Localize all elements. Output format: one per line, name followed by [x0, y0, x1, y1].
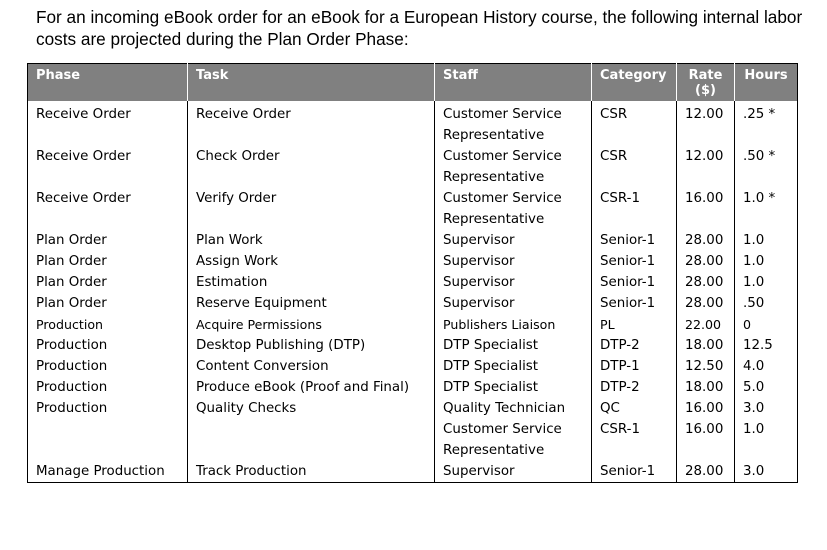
header-rate [677, 64, 735, 101]
cell-phase: Receive Order [28, 101, 188, 146]
table-row [28, 461, 798, 483]
cell-category: DTP-2 [592, 335, 677, 356]
cell-hours: 1.0 [735, 230, 798, 251]
cell-hours: 1.0 [735, 251, 798, 272]
header-task: Task [188, 64, 435, 101]
cell-task [188, 419, 435, 461]
cell-rate: 16.00 [677, 398, 735, 419]
cell-staff: Supervisor [435, 230, 592, 251]
cell-category: Senior-1 [592, 230, 677, 251]
cell-hours: 0 [735, 314, 798, 335]
cell-phase: Plan Order [28, 272, 188, 293]
cell-rate: 22.00 [677, 314, 735, 335]
cell-hours: 12.5 [735, 335, 798, 356]
cell-task: Track Production [188, 461, 435, 483]
staff-line2: Representative [443, 211, 545, 227]
table-row [28, 230, 798, 251]
cell-rate: 16.00 [677, 419, 735, 461]
cell-rate: 12.00 [677, 146, 735, 188]
cell-staff: Publishers Liaison [435, 314, 592, 335]
table-row [28, 101, 798, 146]
cell-rate: 18.00 [677, 377, 735, 398]
cell-rate: 18.00 [677, 335, 735, 356]
cell-phase: Plan Order [28, 293, 188, 314]
cell-hours: .25 * [735, 101, 798, 146]
header-rate-line2: ($) [695, 83, 716, 98]
cell-hours: 3.0 [735, 461, 798, 483]
cell-category: PL [592, 314, 677, 335]
cell-rate: 28.00 [677, 230, 735, 251]
cell-task: Verify Order [188, 188, 435, 230]
cell-category: CSR [592, 101, 677, 146]
cell-staff [435, 419, 592, 461]
table-row [28, 293, 798, 314]
cell-category: Senior-1 [592, 251, 677, 272]
cell-staff: Supervisor [435, 251, 592, 272]
cell-task: Estimation [188, 272, 435, 293]
cell-staff [435, 101, 592, 146]
cell-task: Produce eBook (Proof and Final) [188, 377, 435, 398]
cell-hours: 1.0 * [735, 188, 798, 230]
cell-rate: 28.00 [677, 461, 735, 483]
header-phase: Phase [28, 64, 188, 101]
cell-category: DTP-1 [592, 356, 677, 377]
table-row [28, 356, 798, 377]
cell-rate: 28.00 [677, 251, 735, 272]
cell-task: Desktop Publishing (DTP) [188, 335, 435, 356]
header-staff: Staff [435, 64, 592, 101]
cell-staff: Supervisor [435, 461, 592, 483]
cell-phase: Receive Order [28, 146, 188, 188]
staff-line2: Representative [443, 442, 545, 458]
staff-line1: Customer Service [443, 190, 562, 206]
cell-phase: Plan Order [28, 230, 188, 251]
cell-rate: 12.50 [677, 356, 735, 377]
table-row [28, 335, 798, 356]
table-row [28, 272, 798, 293]
cell-rate: 16.00 [677, 188, 735, 230]
cell-category: QC [592, 398, 677, 419]
table-row [28, 146, 798, 188]
cell-staff: DTP Specialist [435, 356, 592, 377]
header-rate-line1: Rate [688, 68, 723, 83]
cell-staff [435, 188, 592, 230]
cell-rate: 28.00 [677, 272, 735, 293]
cell-hours: 4.0 [735, 356, 798, 377]
cell-category: CSR-1 [592, 419, 677, 461]
cell-staff: Supervisor [435, 272, 592, 293]
cell-hours: 3.0 [735, 398, 798, 419]
cell-phase [28, 419, 188, 461]
staff-line1: Customer Service [443, 148, 562, 164]
labor-cost-table [27, 63, 798, 483]
cell-task: Check Order [188, 146, 435, 188]
cell-hours: 1.0 [735, 419, 798, 461]
table-header-row [28, 64, 798, 101]
cell-phase: Production [28, 398, 188, 419]
staff-line2: Representative [443, 169, 545, 185]
cell-staff: Quality Technician [435, 398, 592, 419]
cell-task: Acquire Permissions [188, 314, 435, 335]
staff-line1: Customer Service [443, 421, 562, 437]
cell-staff: DTP Specialist [435, 377, 592, 398]
cell-staff: DTP Specialist [435, 335, 592, 356]
cell-hours: .50 [735, 293, 798, 314]
table-row [28, 398, 798, 419]
cell-phase: Plan Order [28, 251, 188, 272]
cell-category: CSR-1 [592, 188, 677, 230]
cell-task: Plan Work [188, 230, 435, 251]
cell-category: DTP-2 [592, 377, 677, 398]
header-hours: Hours [735, 64, 798, 101]
cell-hours: .50 * [735, 146, 798, 188]
staff-line1: Customer Service [443, 106, 562, 122]
staff-line2: Representative [443, 127, 545, 143]
cell-category: Senior-1 [592, 461, 677, 483]
table-row [28, 188, 798, 230]
header-category: Category [592, 64, 677, 101]
cell-phase: Production [28, 314, 188, 335]
cell-phase: Production [28, 356, 188, 377]
cell-phase: Receive Order [28, 188, 188, 230]
table-row [28, 419, 798, 461]
cell-staff: Supervisor [435, 293, 592, 314]
cell-category: Senior-1 [592, 272, 677, 293]
cell-task: Quality Checks [188, 398, 435, 419]
cell-task: Receive Order [188, 101, 435, 146]
cell-staff [435, 146, 592, 188]
cell-phase: Production [28, 335, 188, 356]
cell-hours: 5.0 [735, 377, 798, 398]
cell-task: Reserve Equipment [188, 293, 435, 314]
cell-category: CSR [592, 146, 677, 188]
table-row [28, 314, 798, 335]
cell-phase: Manage Production [28, 461, 188, 483]
cell-hours: 1.0 [735, 272, 798, 293]
cell-category: Senior-1 [592, 293, 677, 314]
intro-paragraph: For an incoming eBook order for an eBook for a European History course, the following internal labor costs are projected during the Plan Order Phase: [36, 7, 803, 49]
cell-phase: Production [28, 377, 188, 398]
cell-rate: 28.00 [677, 293, 735, 314]
table-row [28, 251, 798, 272]
cell-task: Assign Work [188, 251, 435, 272]
table-row [28, 377, 798, 398]
cell-task: Content Conversion [188, 356, 435, 377]
cell-rate: 12.00 [677, 101, 735, 146]
